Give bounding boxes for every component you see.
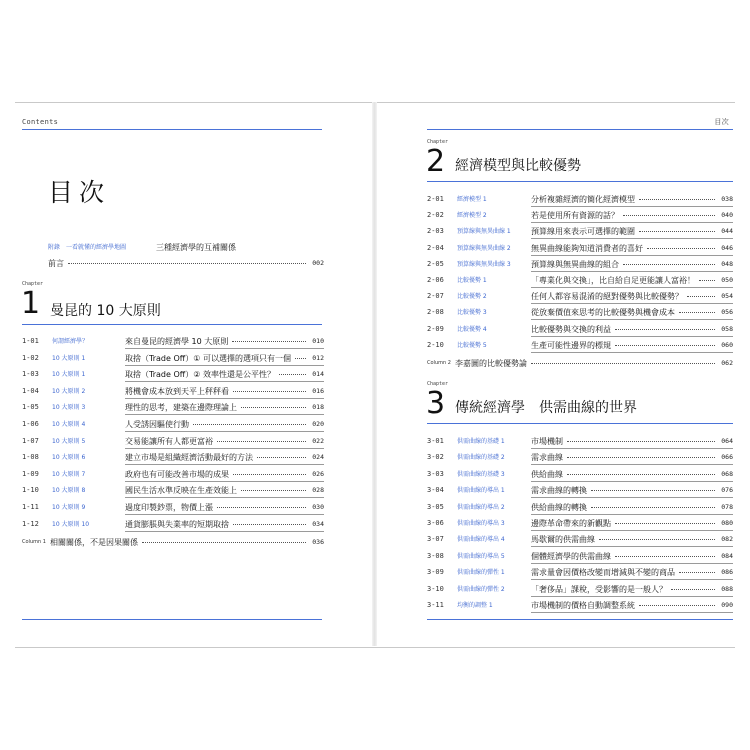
running-header: Contents — [22, 118, 59, 126]
leader-dots — [233, 474, 306, 475]
entry-page: 030 — [312, 503, 324, 511]
column-entry — [22, 536, 324, 549]
entry-page: 056 — [721, 308, 733, 317]
entry-page: 046 — [721, 243, 733, 252]
entry-number: 2-03 — [427, 227, 444, 236]
entry-section: 供需曲線的彈性 1 — [457, 569, 505, 577]
entry-title: 比較優勢與交換的利益 — [531, 324, 611, 334]
entry-rule — [125, 414, 324, 415]
entry-title: 李嘉圖的比較優勢論 — [455, 359, 527, 368]
entry-number: 2-06 — [427, 276, 444, 284]
entry-number: 3-04 — [427, 486, 444, 495]
leader-dots — [142, 542, 306, 543]
toc-entry — [22, 468, 324, 481]
chapter-label: Chapter — [427, 139, 449, 145]
leader-dots — [591, 490, 715, 491]
entry-rule — [531, 336, 733, 337]
entry-number: 1-05 — [22, 403, 39, 412]
entry-page: 082 — [721, 535, 733, 544]
entry-section: 10 大原則 5 — [52, 437, 86, 445]
entry-title: 取捨（Trade Off）② 效率性還是公平性？ — [125, 370, 275, 380]
entry-number: 3-05 — [427, 502, 444, 511]
entry-title: 過度印製鈔票，物價上漲 — [125, 503, 213, 512]
leader-dots — [233, 524, 306, 525]
entry-section: 10 大原則 8 — [52, 487, 86, 495]
entry-section: 供需曲線的基礎 1 — [457, 438, 505, 445]
entry-page: 020 — [312, 420, 324, 428]
entry-rule — [125, 497, 324, 498]
entry-rule — [531, 579, 733, 580]
entry-rule — [531, 563, 733, 564]
left-page — [18, 103, 328, 647]
entry-page: 022 — [312, 436, 324, 445]
entry-number: 1-11 — [22, 503, 39, 511]
entry-title: 將機會成本放到天平上秤秤看 — [125, 386, 229, 396]
book-spine — [372, 102, 377, 646]
leader-dots — [295, 358, 306, 359]
entry-title: 建立市場是組織經濟活動最好的方法 — [125, 453, 253, 463]
entry-section: 10 大原則 1 — [52, 371, 86, 379]
entry-title: 生產可能性邊界的標規 — [531, 340, 611, 350]
entry-page: 024 — [312, 453, 324, 462]
entry-number: 3-09 — [427, 568, 444, 577]
entry-rule — [531, 596, 733, 597]
entry-number: 2-04 — [427, 243, 444, 252]
entry-page: 036 — [312, 538, 324, 547]
entry-rule — [531, 238, 733, 239]
leader-dots — [567, 441, 715, 442]
entry-section: 比較優勢 1 — [457, 277, 487, 284]
entry-number: 2-10 — [427, 340, 444, 349]
entry-section: 比較優勢 4 — [457, 325, 487, 333]
footer-rule — [22, 619, 322, 620]
entry-section: 比較優勢 2 — [457, 293, 487, 301]
entry-rule — [531, 222, 733, 223]
toc-entry — [427, 323, 733, 336]
entry-title: 人受誘因驅使行動 — [125, 420, 189, 429]
entry-title: 供給曲線 — [531, 469, 563, 479]
leader-dots — [639, 605, 715, 606]
entry-page: 068 — [721, 469, 733, 478]
entry-page: 066 — [721, 453, 733, 462]
entry-rule — [125, 381, 324, 382]
leader-dots — [217, 507, 306, 508]
entry-title: 分析複雜經濟的簡化經濟模型 — [531, 195, 635, 204]
entry-title: 前言 — [48, 259, 64, 268]
entry-number: 1-02 — [22, 353, 39, 362]
entry-rule — [531, 287, 733, 288]
entry-page: 084 — [721, 551, 733, 560]
toc-entry — [427, 533, 733, 546]
leader-dots — [591, 507, 715, 508]
entry-title: 需求量會因價格改變而增減與不變的商品 — [531, 568, 675, 578]
entry-number: 1-06 — [22, 420, 39, 428]
entry-page: 026 — [312, 469, 324, 478]
entry-section: 供需曲線的基礎 3 — [457, 470, 505, 478]
leader-dots — [639, 199, 715, 200]
entry-section: 何謂經濟學？ — [52, 338, 89, 345]
entry-number: 2-01 — [427, 195, 444, 203]
chapter-title: 經濟模型與比較優勢 — [455, 158, 581, 174]
leader-dots — [567, 474, 715, 475]
toc-entry — [22, 368, 324, 381]
toc-entry — [427, 225, 733, 238]
entry-page: 080 — [721, 519, 733, 527]
leader-dots — [615, 556, 715, 557]
page-title: 目次 — [48, 178, 111, 207]
entry-rule — [531, 206, 733, 207]
toc-entry — [427, 306, 733, 319]
entry-page: 076 — [721, 486, 733, 495]
entry-number: 3-10 — [427, 584, 444, 593]
entry-number: 3-06 — [427, 519, 444, 527]
entry-page: 014 — [312, 370, 324, 379]
toc-entry — [427, 242, 733, 255]
toc-entry — [427, 451, 733, 464]
chapter-rule — [427, 423, 733, 424]
toc-entry — [427, 550, 733, 563]
entry-number: 3-02 — [427, 453, 444, 462]
leader-dots — [232, 341, 306, 342]
leader-dots — [217, 441, 306, 442]
entry-title: 邊際革命帶來的新觀點 — [531, 519, 611, 528]
entry-rule — [125, 398, 324, 399]
toc-entry — [427, 599, 733, 612]
entry-page: 048 — [721, 259, 733, 268]
leader-dots — [599, 539, 715, 540]
entry-number: 3-08 — [427, 551, 444, 560]
entry-title: 相關關係，不是因果關係 — [50, 538, 138, 548]
entry-page: 028 — [312, 486, 324, 495]
entry-section: 供需曲線的導出 5 — [457, 552, 505, 560]
entry-section: 供需曲線的導出 3 — [457, 520, 505, 527]
entry-section: 供需曲線的導出 2 — [457, 503, 505, 511]
entry-number: 1-03 — [22, 370, 39, 379]
entry-page: 088 — [721, 584, 733, 593]
chapter-title: 傳統經濟學 供需曲線的世界 — [455, 400, 637, 416]
entry-title: 三種經濟學的互補關係 — [156, 243, 236, 252]
toc-entry — [22, 385, 324, 398]
entry-page: 018 — [312, 403, 324, 412]
column-entry — [427, 357, 733, 370]
entry-number: 2-08 — [427, 308, 444, 317]
entry-page: 040 — [721, 211, 733, 220]
toc-entry — [427, 517, 733, 530]
entry-title: 供給曲線的轉換 — [531, 502, 587, 512]
entry-number: 2-09 — [427, 324, 444, 333]
toc-entry — [427, 501, 733, 514]
toc-entry — [22, 501, 324, 514]
leader-dots — [671, 589, 715, 590]
entry-page: 086 — [721, 568, 733, 577]
entry-page: 062 — [721, 359, 733, 367]
entry-title: 需求曲線的轉換 — [531, 486, 587, 496]
entry-number: 1-01 — [22, 337, 39, 345]
entry-page: 064 — [721, 437, 733, 445]
entry-rule — [125, 365, 324, 366]
entry-rule — [531, 481, 733, 482]
entry-rule — [531, 497, 733, 498]
entry-number: 1-09 — [22, 469, 39, 478]
leader-dots — [615, 329, 715, 330]
running-header: 目次 — [714, 118, 729, 126]
entry-rule — [531, 352, 733, 353]
entry-section: 經濟模型 2 — [457, 212, 487, 220]
entry-section: 10 大原則 10 — [52, 520, 90, 528]
entry-title: 預算線用來表示可選擇的範圍 — [531, 227, 635, 237]
right-page — [425, 103, 735, 647]
entry-title: 「奢侈品」課稅，受影響的是一般人？ — [531, 584, 667, 594]
leader-dots — [687, 296, 715, 297]
leader-dots — [699, 280, 715, 281]
entry-title: 個體經濟學的供需曲線 — [531, 551, 611, 561]
entry-title: 「專業化與交換」，比自給自足更能讓人富裕！ — [531, 276, 695, 285]
entry-section: 10 大原則 6 — [52, 454, 86, 462]
chapter-rule — [22, 324, 322, 325]
entry-rule — [531, 448, 733, 449]
leader-dots — [615, 523, 715, 524]
entry-rule — [531, 271, 733, 272]
entry-section: 10 大原則 9 — [52, 504, 86, 511]
entry-title: 馬歇爾的供需曲線 — [531, 535, 595, 545]
entry-rule — [125, 448, 324, 449]
entry-section: 比較優勢 5 — [457, 341, 487, 349]
entry-section: Column 1 — [22, 539, 46, 546]
toc-entry — [22, 518, 324, 531]
chapter-title: 曼昆的 10 大原則 — [50, 303, 161, 319]
leader-dots — [241, 407, 306, 408]
leader-dots — [257, 457, 306, 458]
entry-page: 034 — [312, 519, 324, 528]
toc-entry — [22, 401, 324, 414]
leader-dots — [615, 345, 715, 346]
entry-page: 078 — [721, 502, 733, 511]
entry-title: 交易能讓所有人都更富裕 — [125, 436, 213, 446]
entry-section: 10 大原則 3 — [52, 404, 86, 412]
entry-title: 國民生活水準反映在生產效能上 — [125, 486, 237, 496]
entry-title: 取捨（Trade Off）① 可以選擇的選項只有一個 — [125, 353, 291, 363]
toc-entry — [427, 435, 733, 448]
entry-section: 供需曲線的導出 1 — [457, 487, 505, 495]
toc-entry — [427, 290, 733, 303]
leader-dots — [193, 424, 306, 425]
entry-title: 通貨膨脹與失業率的短期取捨 — [125, 519, 229, 529]
entry-number: 1-12 — [22, 519, 39, 528]
entry-title: 市場機制的價格自動調整系統 — [531, 601, 635, 610]
entry-page: 012 — [312, 353, 324, 362]
entry-section: Column 2 — [427, 360, 451, 366]
entry-section: 供需曲線的彈性 2 — [457, 585, 505, 593]
entry-number: 3-07 — [427, 535, 444, 544]
entry-title: 來自曼昆的經濟學 10 大原則 — [125, 337, 229, 346]
entry-title: 市場機制 — [531, 437, 563, 446]
entry-number: 3-11 — [427, 601, 444, 609]
toc-entry — [427, 193, 733, 206]
entry-page: 090 — [721, 601, 733, 609]
entry-number: 1-07 — [22, 436, 39, 445]
entry-rule — [531, 546, 733, 547]
toc-entry — [22, 484, 324, 497]
leader-dots — [623, 215, 715, 216]
chapter-number: 2 — [426, 144, 446, 179]
entry-number: 1-04 — [22, 386, 39, 395]
entry-section: 10 大原則 1 — [52, 354, 86, 362]
entry-page: 010 — [312, 337, 324, 345]
chapter-number: 3 — [426, 386, 446, 421]
entry-rule — [531, 612, 733, 613]
footer-rule — [427, 619, 733, 620]
toc-entry — [22, 352, 324, 365]
entry-title: 需求曲線 — [531, 453, 563, 463]
leader-dots — [623, 264, 715, 265]
entry-rule — [125, 348, 324, 349]
entry-section: 10 大原則 2 — [52, 387, 86, 395]
entry-page: 002 — [312, 259, 324, 267]
entry-title: 無異曲線能夠知道消費者的喜好 — [531, 243, 643, 253]
entry-section: 附錄 一看就懂的經濟學地圖 — [48, 244, 127, 251]
entry-rule — [531, 255, 733, 256]
entry-title: 從放棄價值來思考的比較優勢與機會成本 — [531, 308, 675, 318]
toc-entry — [427, 209, 733, 222]
entry-rule — [531, 530, 733, 531]
leader-dots — [233, 391, 306, 392]
entry-title: 若是使用所有資源的話？ — [531, 211, 619, 221]
toc-entry — [22, 418, 324, 431]
leader-dots — [531, 363, 715, 364]
entry-page: 038 — [721, 195, 733, 203]
entry-section: 供需曲線的導出 4 — [457, 536, 505, 544]
leader-dots — [679, 312, 715, 313]
entry-page: 044 — [721, 227, 733, 236]
entry-number: 3-03 — [427, 469, 444, 478]
chapter-label: Chapter — [22, 281, 44, 287]
leader-dots — [279, 374, 306, 375]
chapter-label: Chapter — [427, 381, 449, 387]
entry-section: 均衡的調整 1 — [457, 602, 493, 609]
entry-rule — [531, 464, 733, 465]
entry-section: 預算線與無異曲線 1 — [457, 228, 511, 236]
toc-entry — [22, 451, 324, 464]
entry-section: 經濟模型 1 — [457, 196, 487, 203]
entry-page: 016 — [312, 386, 324, 395]
entry-rule — [125, 431, 324, 432]
entry-title: 政府也有可能改善市場的成果 — [125, 469, 229, 479]
entry-section: 供需曲線的基礎 2 — [457, 454, 505, 462]
toc-entry — [22, 435, 324, 448]
intro-entry — [48, 257, 324, 270]
entry-rule — [125, 514, 324, 515]
entry-rule — [125, 481, 324, 482]
leader-dots — [679, 572, 715, 573]
entry-number: 2-05 — [427, 259, 444, 268]
leader-dots — [647, 248, 715, 249]
entry-rule — [531, 514, 733, 515]
entry-section: 比較優勢 3 — [457, 309, 487, 317]
entry-title: 理性的思考，建築在邊際理論上 — [125, 403, 237, 413]
header-rule — [22, 129, 322, 130]
toc-entry — [427, 566, 733, 579]
entry-section: 預算線與無異曲線 2 — [457, 244, 511, 252]
entry-title: 預算線與無異曲線的組合 — [531, 259, 619, 269]
header-rule — [427, 129, 733, 130]
entry-section: 10 大原則 4 — [52, 421, 86, 428]
leader-dots — [567, 457, 715, 458]
toc-entry — [22, 335, 324, 348]
intro-entry — [48, 241, 324, 254]
entry-rule — [125, 531, 324, 532]
entry-title: 任何人都容易混淆的絕對優勢與比較優勢？ — [531, 292, 683, 302]
chapter-rule — [427, 181, 733, 182]
entry-page: 054 — [721, 292, 733, 301]
entry-number: 1-10 — [22, 486, 39, 495]
entry-rule — [531, 319, 733, 320]
leader-dots — [639, 231, 715, 232]
leader-dots — [241, 490, 306, 491]
toc-entry — [427, 258, 733, 271]
entry-number: 2-02 — [427, 211, 444, 220]
entry-page: 058 — [721, 324, 733, 333]
toc-entry — [427, 274, 733, 287]
toc-entry — [427, 468, 733, 481]
entry-number: 3-01 — [427, 437, 444, 445]
entry-rule — [125, 464, 324, 465]
entry-section: 10 大原則 7 — [52, 470, 86, 478]
entry-page: 050 — [721, 276, 733, 284]
entry-section: 預算線與無異曲線 3 — [457, 260, 511, 268]
entry-number: 2-07 — [427, 292, 444, 301]
leader-dots — [68, 263, 306, 264]
toc-entry — [427, 583, 733, 596]
entry-number: 1-08 — [22, 453, 39, 462]
entry-page: 060 — [721, 340, 733, 349]
chapter-number: 1 — [21, 286, 41, 321]
entry-rule — [531, 303, 733, 304]
toc-entry — [427, 339, 733, 352]
toc-entry — [427, 484, 733, 497]
